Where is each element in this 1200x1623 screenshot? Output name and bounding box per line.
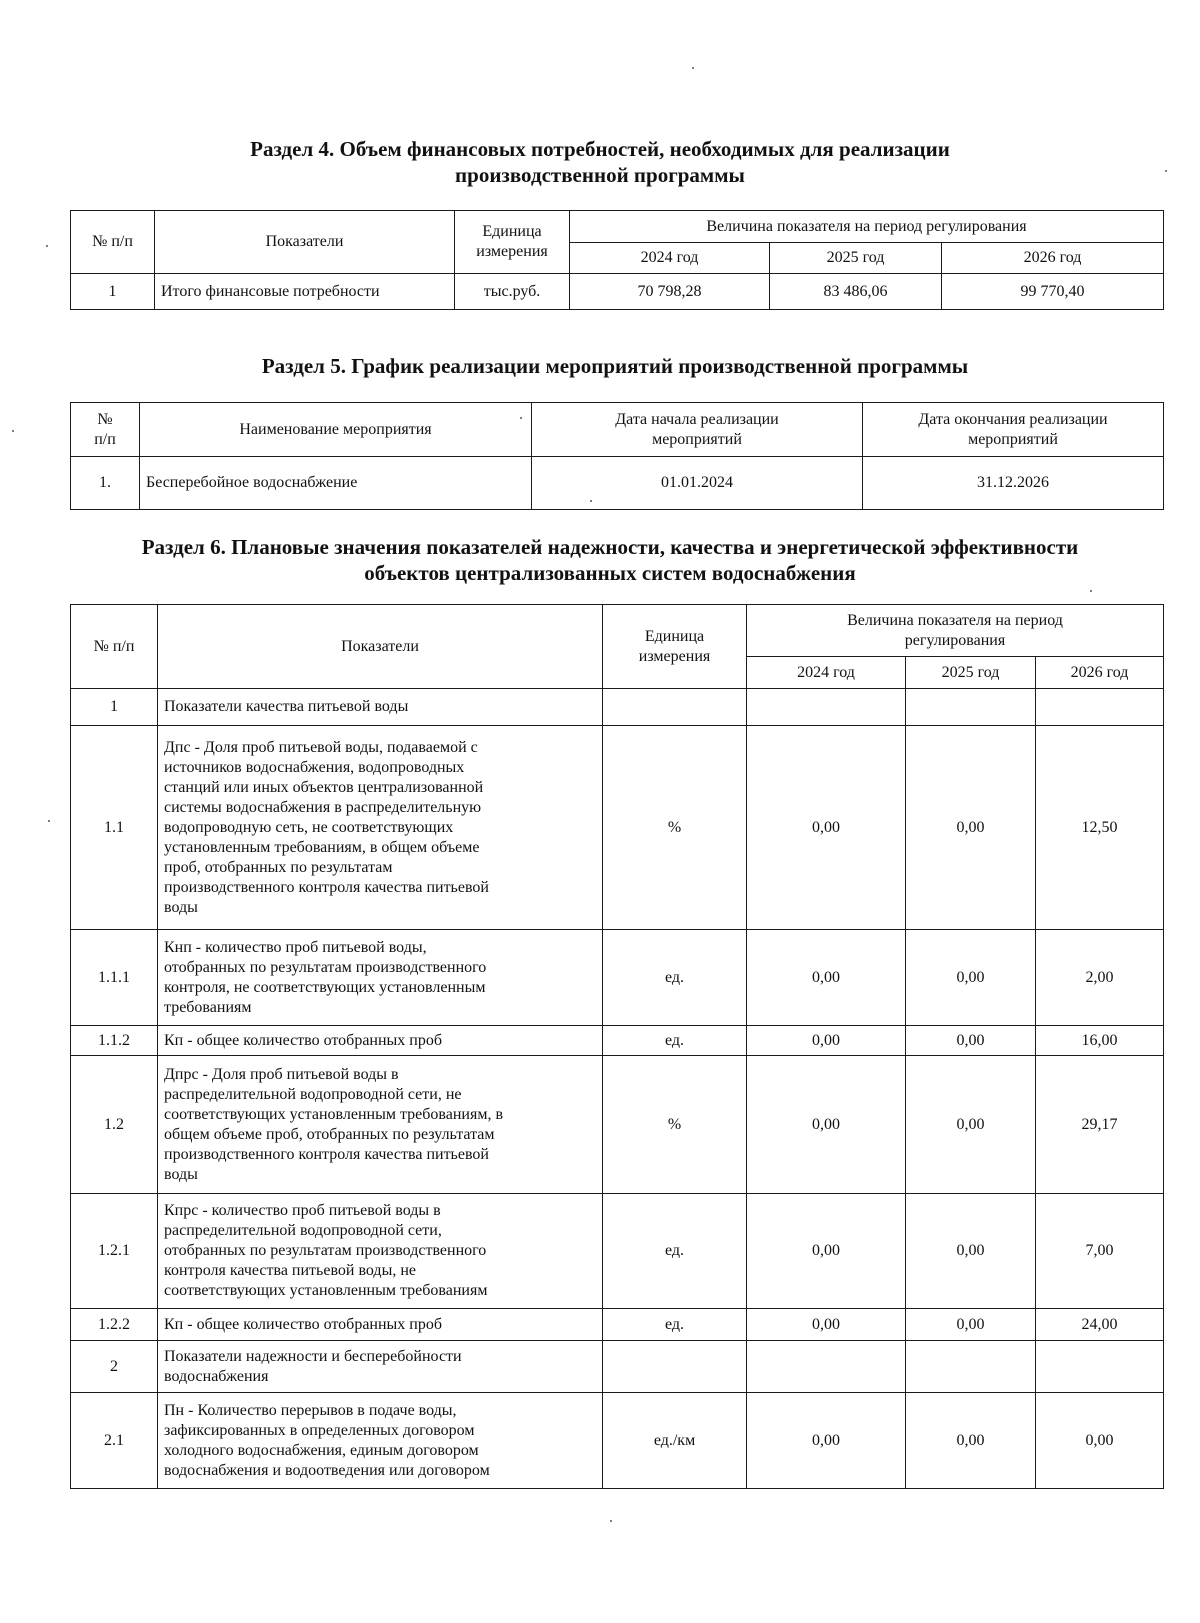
s5-header-num — [71, 403, 140, 457]
s6-header-num: № п/п — [71, 605, 158, 689]
s6-row-text — [158, 1194, 603, 1309]
s6-row-2024: 0,00 — [747, 930, 906, 1026]
s6-row-text — [158, 1309, 603, 1341]
scan-speck — [46, 245, 48, 247]
s6-row-line: источников водоснабжения, водопроводных — [164, 758, 465, 776]
s6-row-line: Кп - общее количество отобранных проб — [164, 1315, 442, 1333]
table-row — [71, 1026, 1164, 1056]
s6-row-text — [158, 1056, 603, 1194]
s6-row-2026: 7,00 — [1036, 1194, 1164, 1309]
s6-row-line: станций или иных объектов централизованной — [164, 778, 484, 796]
s6-row-2026: 24,00 — [1036, 1309, 1164, 1341]
s6-row-line: холодного водоснабжения, единым договором — [164, 1441, 479, 1459]
s6-row-2025: 0,00 — [906, 1056, 1036, 1194]
s6-row-line: контроля качества питьевой воды, не — [164, 1262, 416, 1279]
table-row — [71, 457, 1164, 510]
s5-row-num: 1. — [71, 457, 140, 510]
s5-row-start: 01.01.2024 — [532, 457, 863, 510]
s6-row-2025: 0,00 — [906, 930, 1036, 1026]
s6-row-line: производственного контроля качества питьевой — [164, 1145, 489, 1163]
s5-header-num-line2: п/п — [94, 430, 116, 448]
s6-header-2025: 2025 год — [906, 657, 1036, 689]
s6-row-num: 1.2.2 — [71, 1309, 158, 1341]
s6-row-2024: 0,00 — [747, 1309, 906, 1341]
s6-row-line: системы водоснабжения в распределительную — [164, 798, 482, 816]
s6-row-2024: 0,00 — [747, 1393, 906, 1489]
s6-row-2026: 0,00 — [1036, 1393, 1164, 1489]
s6-row-2025: 0,00 — [906, 1026, 1036, 1056]
s6-header-unit-line1: Единица — [644, 627, 705, 645]
s6-row-line: Дпс - Доля проб питьевой воды, подаваемой с — [164, 738, 478, 756]
s6-row-num: 1.1.1 — [71, 930, 158, 1026]
section5-table — [70, 402, 1164, 510]
s4-header-unit-line1: Единица — [482, 223, 542, 240]
s5-header-end-line2: мероприятий — [968, 430, 1058, 448]
table-row — [71, 1194, 1164, 1309]
table-row — [71, 1393, 1164, 1489]
s4-header-2026: 2026 год — [942, 243, 1164, 274]
s4-header-unit-line2: измерения — [476, 243, 548, 260]
section4-title — [60, 136, 1140, 188]
section4-table — [70, 210, 1164, 310]
scan-speck — [610, 1520, 612, 1522]
s6-row-line: воды — [164, 898, 198, 916]
s5-header-name: Наименование мероприятия — [140, 403, 532, 457]
s4-header-num: № п/п — [71, 211, 155, 274]
scan-speck — [692, 67, 694, 69]
s5-header-end — [863, 403, 1164, 457]
s6-row-2024 — [747, 689, 906, 726]
section6-title-line1: Раздел 6. Плановые значения показателей надежности, качества и энергетической эффективности — [141, 535, 1079, 559]
table-row — [71, 1309, 1164, 1341]
table-row — [71, 930, 1164, 1026]
s6-row-unit — [603, 1341, 747, 1393]
s6-row-2025: 0,00 — [906, 1194, 1036, 1309]
scan-speck — [520, 417, 522, 419]
s6-row-num: 2 — [71, 1341, 158, 1393]
s6-row-line: Кпрс - количество проб питьевой воды в — [164, 1202, 441, 1219]
s4-header-2025: 2025 год — [770, 243, 942, 274]
s6-row-line: водоснабжения — [164, 1367, 269, 1385]
scan-speck — [590, 500, 592, 502]
s6-row-num: 1 — [71, 689, 158, 726]
s6-row-line: воды — [164, 1165, 198, 1183]
s6-row-2026 — [1036, 689, 1164, 726]
s5-header-end-line1: Дата окончания реализации — [918, 410, 1108, 428]
s6-row-2026: 2,00 — [1036, 930, 1164, 1026]
s6-row-unit: % — [603, 1056, 747, 1194]
s4-row-2025: 83 486,06 — [770, 274, 942, 310]
s6-row-2025 — [906, 1341, 1036, 1393]
s5-row-end: 31.12.2026 — [863, 457, 1164, 510]
s4-row-name: Итого финансовые потребности — [155, 274, 455, 310]
section6-title — [40, 534, 1180, 586]
s6-row-num: 1.2.1 — [71, 1194, 158, 1309]
s6-row-line: отобранных по результатам производственного — [164, 958, 487, 976]
s6-row-line: общем объеме проб, отобранных по результатам — [164, 1125, 495, 1143]
s6-row-2025 — [906, 689, 1036, 726]
s6-header-unit — [603, 605, 747, 689]
s6-row-text — [158, 726, 603, 930]
s4-header-unit — [455, 211, 570, 274]
table-row — [71, 1056, 1164, 1194]
s4-row-2024: 70 798,28 — [570, 274, 770, 310]
s6-header-period-line2: регулирования — [904, 631, 1006, 649]
s4-row-num: 1 — [71, 274, 155, 310]
section6-table — [70, 604, 1164, 1489]
s5-header-start-line1: Дата начала реализации — [615, 410, 779, 428]
s6-row-line: Показатели качества питьевой воды — [164, 698, 409, 715]
s6-row-line: распределительной водопроводной сети, не — [164, 1085, 462, 1103]
s6-row-line: Показатели надежности и бесперебойности — [164, 1347, 462, 1365]
scan-speck — [12, 430, 14, 432]
section5-title: Раздел 5. График реализации мероприятий производственной программы — [261, 354, 969, 378]
s6-row-line: Пн - Количество перерывов в подаче воды, — [164, 1401, 457, 1419]
s6-row-line: водоснабжения и водоотведения или договором — [164, 1461, 490, 1479]
s6-row-line: соответствующих установленным требованиям — [164, 1282, 488, 1299]
s6-row-unit — [603, 689, 747, 726]
s6-header-indicator: Показатели — [158, 605, 603, 689]
s6-row-2024: 0,00 — [747, 726, 906, 930]
s6-row-line: отобранных по результатам производственного — [164, 1242, 487, 1259]
s6-row-line: производственного контроля качества питьевой — [164, 878, 489, 896]
s6-row-2025: 0,00 — [906, 726, 1036, 930]
s6-row-line: Кп - общее количество отобранных проб — [164, 1031, 442, 1049]
s6-row-unit: ед. — [603, 1194, 747, 1309]
s6-header-period — [747, 605, 1164, 657]
s4-header-2024: 2024 год — [570, 243, 770, 274]
s6-row-line: Кнп - количество проб питьевой воды, — [164, 938, 427, 956]
s6-row-line: проб, отобранных по результатам — [164, 858, 393, 876]
s6-header-unit-line2: измерения — [638, 647, 711, 665]
table-row — [71, 1341, 1164, 1393]
s6-row-2026 — [1036, 1341, 1164, 1393]
s6-row-2024: 0,00 — [747, 1194, 906, 1309]
section4-title-line2: производственной программы — [455, 163, 745, 187]
s6-row-2026: 29,17 — [1036, 1056, 1164, 1194]
s5-header-start — [532, 403, 863, 457]
s6-row-line: требованиям — [164, 998, 252, 1016]
s6-row-2024: 0,00 — [747, 1026, 906, 1056]
s6-row-line: водопроводную сеть, не соответствующих — [164, 818, 454, 836]
s6-row-num: 1.2 — [71, 1056, 158, 1194]
s6-row-line: контроля, не соответствующих установленным — [164, 978, 486, 996]
s6-row-unit: % — [603, 726, 747, 930]
s6-row-2024: 0,00 — [747, 1056, 906, 1194]
s6-row-unit: ед./км — [603, 1393, 747, 1489]
s4-row-2026: 99 770,40 — [942, 274, 1164, 310]
s6-row-unit: ед. — [603, 930, 747, 1026]
scan-speck — [1165, 170, 1167, 172]
s5-header-num-line1: № — [97, 410, 113, 428]
s6-row-2024 — [747, 1341, 906, 1393]
table-row — [71, 274, 1164, 310]
s6-row-text — [158, 1026, 603, 1056]
s6-row-num: 1.1 — [71, 726, 158, 930]
s6-row-num: 2.1 — [71, 1393, 158, 1489]
s6-header-period-line1: Величина показателя на период — [847, 611, 1063, 629]
s4-header-indicator: Показатели — [155, 211, 455, 274]
s6-row-text — [158, 1393, 603, 1489]
section6-title-line2: объектов централизованных систем водоснабжения — [364, 561, 856, 585]
s6-row-line: соответствующих установленным требованиям, в — [164, 1105, 503, 1123]
s6-row-unit: ед. — [603, 1026, 747, 1056]
s6-row-line: распределительной водопроводной сети, — [164, 1222, 442, 1239]
s6-row-num: 1.1.2 — [71, 1026, 158, 1056]
scan-speck — [1090, 590, 1092, 592]
s6-row-text — [158, 930, 603, 1026]
s6-row-unit: ед. — [603, 1309, 747, 1341]
s6-row-line: зафиксированных в определенных договором — [164, 1421, 475, 1439]
table-row — [71, 726, 1164, 930]
s6-header-2024: 2024 год — [747, 657, 906, 689]
s6-row-2026: 16,00 — [1036, 1026, 1164, 1056]
s6-row-2025: 0,00 — [906, 1393, 1036, 1489]
s4-row-unit: тыс.руб. — [455, 274, 570, 310]
s6-row-2026: 12,50 — [1036, 726, 1164, 930]
s6-row-line: установленным требованиям, в общем объеме — [164, 838, 480, 856]
s5-row-name: Бесперебойное водоснабжение — [140, 457, 532, 510]
s6-row-line: Дпрс - Доля проб питьевой воды в — [164, 1065, 399, 1083]
scan-speck — [48, 820, 50, 822]
section4-title-line1: Раздел 4. Объем финансовых потребностей, необходимых для реализации — [250, 137, 950, 161]
table-row — [71, 689, 1164, 726]
s6-row-2025: 0,00 — [906, 1309, 1036, 1341]
s4-header-period: Величина показателя на период регулирования — [570, 211, 1164, 243]
s6-header-2026: 2026 год — [1036, 657, 1164, 689]
s6-row-text — [158, 689, 603, 726]
s6-row-text — [158, 1341, 603, 1393]
s5-header-start-line2: мероприятий — [652, 430, 742, 448]
